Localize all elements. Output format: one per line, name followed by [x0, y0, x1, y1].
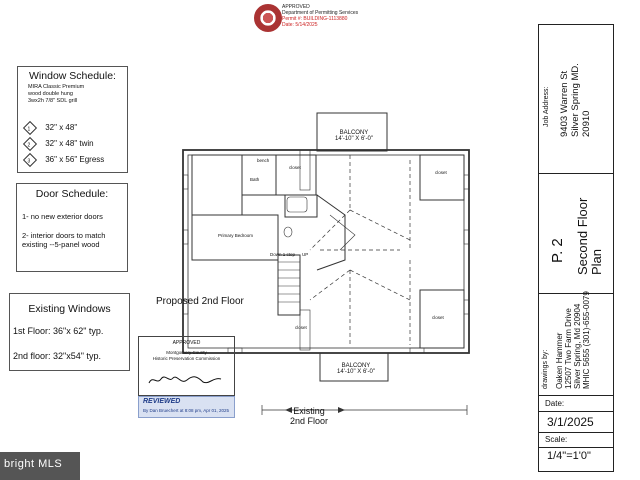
outer-wall	[183, 150, 469, 353]
author-line: Oaken Hammer	[555, 332, 564, 389]
sheet-title-line: Plan	[589, 248, 604, 275]
window-size: 36" x 56" Egress	[45, 155, 105, 165]
balcony-size: 14'-10" X 6'-0"	[335, 136, 373, 142]
scale-value: 1/4"=1'0"	[547, 450, 591, 462]
stamp-line: APPROVED	[282, 4, 310, 10]
window-schedule-title: Window Schedule:	[29, 70, 116, 82]
window-size: 32" x 48" twin	[45, 139, 94, 149]
window-size: 32" x 48"	[45, 123, 78, 133]
room-primary-bedroom: Primary Bedroom	[218, 233, 254, 238]
door-item: 2- interior doors to match existing --5-panel wood	[22, 231, 106, 249]
address-line: 20910	[581, 110, 592, 137]
scale-label: Scale:	[545, 435, 568, 444]
room-closet: closet	[289, 165, 301, 170]
diamond-symbol-icon: 2	[23, 137, 37, 151]
reviewed-title: REVIEWED	[143, 398, 181, 405]
down-step-label: Down 1 step	[270, 252, 296, 257]
date-value: 3/1/2025	[547, 415, 594, 429]
reviewed-stamp	[138, 396, 235, 418]
stamp-line: Department of Permitting Services	[282, 10, 359, 16]
sheet-title-line: Second Floor	[575, 197, 590, 275]
balcony-top-label	[335, 130, 373, 142]
diamond-symbol-icon: 3	[23, 153, 37, 167]
room-closet: closet	[295, 325, 307, 330]
room-closet: closet	[432, 315, 444, 320]
hpc-county: Montgomery County	[166, 350, 207, 355]
door-item: 1- no new exterior doors	[22, 212, 103, 221]
existing-label-line: Existing	[293, 406, 325, 416]
balcony-name: BALCONY	[339, 130, 369, 136]
first-floor-windows: 1st Floor: 36"x 62" typ.	[13, 326, 104, 336]
hpc-approved: APPROVED	[172, 340, 201, 346]
balcony-bottom-label	[337, 363, 375, 375]
stamp-line: Permit #: BUILDING-1113880	[282, 16, 348, 22]
job-address	[559, 63, 592, 137]
title-block	[538, 24, 614, 472]
existing-windows-title: Existing Windows	[28, 303, 111, 315]
window-description-line: wood double hung	[28, 91, 73, 97]
sheet-title	[576, 198, 604, 275]
balcony-size: 14'-10" X 6'-0"	[337, 369, 375, 375]
window-description-line: 3wx2h 7/8" SDL grill	[28, 98, 78, 104]
author-line: MHIC 5655 (301)-655-0079	[582, 291, 591, 389]
author-line: 12507 Two Farm Drive	[564, 308, 573, 389]
second-floor-windows: 2nd floor: 32"x54" typ.	[13, 351, 101, 361]
address-line: 9403 Warren St	[559, 70, 570, 137]
drawings-by-label: drawings by:	[542, 349, 549, 389]
job-address-label: Job Address:	[543, 86, 550, 127]
page-number: P. 2	[549, 238, 566, 263]
hpc-approval-stamp	[138, 336, 235, 396]
bright-mls-logo	[0, 452, 80, 480]
existing-label-line: 2nd Floor	[290, 416, 329, 426]
logo-text: bright MLS	[4, 458, 63, 470]
stamp-line: Date: 5/14/2025	[282, 22, 318, 28]
stair-up-label: UP	[302, 252, 309, 257]
existing-floor-label	[290, 406, 328, 426]
author-line: Silver Spring, Md 20904	[573, 303, 582, 389]
window-description-line: MIRA Classic Premium	[28, 84, 85, 90]
diamond-symbol-icon: 1	[23, 121, 37, 135]
proposed-floor-label: Proposed 2nd Floor	[156, 296, 244, 307]
door-schedule-title: Door Schedule:	[35, 188, 109, 200]
author-info	[555, 291, 591, 389]
reviewed-by: By Dan Bruechert at 8:08 pm, Apr 01, 2025	[143, 408, 230, 413]
signature-icon	[147, 373, 227, 387]
balcony-name: BALCONY	[341, 363, 371, 369]
room-closet: closet	[435, 170, 447, 175]
room-bench: bench	[257, 158, 270, 163]
room-bath: Bath	[250, 177, 260, 182]
hpc-commission: Historic Preservation Commission	[152, 356, 221, 361]
date-label: Date:	[545, 399, 565, 408]
address-line: Silver Spring MD.	[570, 63, 581, 137]
